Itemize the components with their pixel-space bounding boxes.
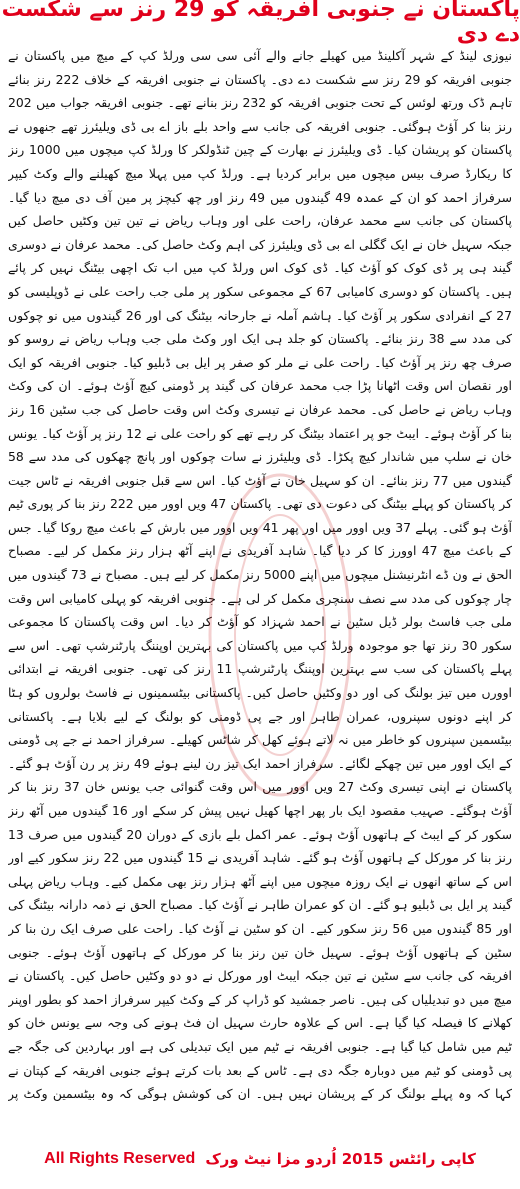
footer — [0, 1146, 520, 1172]
footer-rights-en: All Rights Reserved — [44, 1150, 196, 1167]
article-body — [8, 44, 512, 1106]
footer-copyright-ur: کاپی رائٹس 2015 اُردو مزا نیٹ ورک — [205, 1150, 476, 1168]
headline: پاکستان نے جنوبی افریقہ کو 29 رنز سے شکست دے دی — [1, 0, 520, 47]
article-text: نیوزی لینڈ کے شہر آکلینڈ میں کھیلے جانے والے آئی سی سی ورلڈ کپ کے میچ میں پاکستان نے جنوبی افریقہ کو 29 رنز سے شکست دے دی۔ پاکستان نے جنوبی افریقہ کے خلاف 222 رنز بنائے تاہم ڈک ورتھ لوئس کے تحت جنوبی افریقہ کو 232 رنز بنانے تھے۔ جنوبی افریقہ جواب میں 202 رنز بنا کر آؤٹ ہوگئی۔ جنوبی افریقہ کی جانب سے واحد بلے باز اے بی ڈی ویلیئرز تھے جنھوں نے پاکستان کو پریشان کیا۔ ڈی ویلیئرز نے بھارت کے چین ٹنڈولکر کا ورلڈ کپ میچوں میں 1000 رنز کا ریکارڈ صرف بیس میچوں میں برابر کردیا ہے۔ ورلڈ کپ میں پہلا میچ کھیلنے والے وکٹ کیپر سرفراز احمد کو ان کے عمدہ 49 گیندوں میں 49 رنز اور چھ کیچز پر مین آف دی میچ دیا گیا۔ پاکستان کی جانب سے محمد عرفان، راحت علی اور وہاب ریاض نے تین تین وکٹیں حاصل کیں جبکہ سہیل خان نے ایک گگلی اے بی ڈی ویلیئرز کی اہم وکٹ حاصل کی۔ محمد عرفان نے دوسری گیند ہی پر ڈی کوک کو آؤٹ کیا۔ ڈی کوک اس ورلڈ کپ میں اب تک اچھی بیٹنگ نہیں کر پائے ہیں۔ پاکستان کو دوسری کامیابی 67 کے مجموعی سکور پر ملی جب راحت علی نے ڈوپلیسی کو 27 کے انفرادی سکور پر آؤٹ کیا۔ ہاشم آملہ نے جارحانہ بیٹنگ کی اور 26 گیندوں میں نو چوکوں کی مدد سے 38 رنز بنائے۔ پاکستان کو جلد ہی ایک اور وکٹ ملی جب وہاب ریاض نے روسو کو صرف چھ رنز پر آؤٹ کیا۔ راحت علی نے ملر کو صفر پر ایل بی ڈبلیو کیا۔ جنوبی افریقہ کو ایک اور نقصان اس وقت اٹھانا پڑا جب محمد عرفان کی گیند پر ڈومنی کیچ آؤٹ ہوئے۔ ان کی وکٹ وہاب ریاض نے حاصل کی۔ محمد عرفان نے تیسری وکٹ اس وقت حاصل کی جب سٹین 16 رنز بنا کر آؤٹ ہوئے۔ ایبٹ جو پر اعتماد بیٹنگ کر رہے تھے کو راحت علی نے 12 رنز پر آؤٹ کیا۔ یونس خان نے سلپ میں شاندار کیچ پکڑا۔ ڈی ویلیئرز نے سات چوکوں اور پانچ چھکوں کی مدد سے 58 گیندوں میں 77 رنز بنائے۔ ان کو سہیل خان نے آؤٹ کیا۔ اس سے قبل جنوبی افریقہ نے ٹاس جیت کر پاکستان کو پہلے بیٹنگ کی دعوت دی تھی۔ پاکستان 47 ویں اوور میں 222 رنز بنا کر پوری ٹیم آؤٹ ہو گئی۔ پہلے 37 ویں اوور میں اور پھر 41 ویں اوور میں بارش کے باعث میچ روکا گیا۔ جس کے باعث میچ 47 اوورز کا کر دیا گیا۔ شاہد آفریدی نے اپنے آٹھ ہزار رنز مکمل کر لیے۔ مصباح الحق نے ون ڈے انٹرنیشنل میچوں میں اپنے 5000 رنز مکمل کر لیے ہیں۔ مصباح نے 73 گیندوں میں چار چوکوں کی مدد سے نصف سنچری مکمل کر لی ہے۔ جنوبی افریقہ کو پہلی کامیابی اس وقت ملی جب فاسٹ بولر ڈیل سٹین نے احمد شہزاد کو آؤٹ کر دیا۔ اس وقت پاکستان کا مجموعی سکور 30 رنز تھا جو موجودہ ورلڈ کپ میں پاکستان کی بہترین اوپننگ پارٹنرشپ تھی۔ اس سے پہلے پاکستان کی سب سے بہترین اوپننگ پارٹنرشپ 11 رنز کی تھی۔ جنوبی افریقہ نے ابتدائی اوورں میں تیز بولنگ کی اور دو وکٹیں حاصل کیں۔ پاکستانی بیٹسمینوں نے فاسٹ بولروں کو ہٹا کر اپنے دونوں سپنروں، عمران طاہر اور جے پی ڈومنی کو بولنگ کے لیے بلایا ہے۔ پاکستانی بیٹسمین سپنروں کو خاطر میں نہ لاتے ہوئے کھل کر شاٹس کھیلے۔ سرفراز احمد نے جے پی ڈومنی کے ایک اوور میں تین چھکے لگائے۔ سرفراز احمد ایک تیز رن لینے ہوئے 49 رنز پر رن آؤٹ ہو گئے۔ پاکستان نے اپنی تیسری وکٹ 27 ویں اوور میں اس وقت گنوائی جب یونس خان 37 رنز بنا کر آؤٹ ہوگئے۔ صہیب مقصود ایک بار پھر اچھا کھیل نہیں پیش کر سکے اور 16 گیندوں میں آٹھ رنز سکور کر کے ایبٹ کے ہاتھوں آؤٹ ہوئے۔ عمر اکمل بلے بازی کے دوران 20 گیندوں میں صرف 13 رنز بنا کر مورکل کے ہاتھوں آؤٹ ہو گئے۔ شاہد آفریدی نے 15 گیندوں میں 22 رنز سکور کیے اور اس کے ساتھ انھوں نے ایک روزہ میچوں میں اپنے آٹھ ہزار رنز بھی مکمل کیے۔ وہاب ریاض پہلی گیند پر ایل بی ڈبلیو ہو گئے۔ ان کو عمران طاہر نے آؤٹ کیا۔ مصباح الحق نے ذمہ دارانہ بیٹنگ کی اور 85 گیندوں میں 56 رنز سکور کیے۔ ان کو سٹین نے آؤٹ کیا۔ راحت علی صرف ایک رن بنا کر سٹین کے ہاتھوں آؤٹ ہوئے۔ سہیل خان تین رنز بنا کر مورکل کے ہاتھوں آؤٹ ہوئے۔ جنوبی افریقہ کی جانب سے سٹین نے تین جبکہ ایبٹ اور مورکل نے دو دو وکٹیں حاصل کیں۔ پاکستان نے میچ میں دو تبدیلیاں کی ہیں۔ ناصر جمشید کو ڈراپ کر کے وکٹ کیپر سرفراز احمد کو بطور اوپنر کھلانے کا فیصلہ کیا گیا ہے۔ اس کے علاوہ حارث سہیل ان فٹ ہونے کی وجہ سے یونس خان کو ٹیم میں شامل کیا گیا ہے۔ جنوبی افریقہ نے ٹیم میں ایک تبدیلی کی ہے اور بہاردین کی جگہ جے پی ڈومنی کو ٹیم میں دوبارہ جگہ دی ہے۔ ٹاس کے بعد بات کرتے ہوئے جنوبی افریقہ کے کپتان نے کہا کہ وہ پہلے بولنگ کر کے پریشان نہیں ہیں۔ ان کی کوشش ہوگی کہ وہ بیٹسمین وکٹ پر — [8, 48, 512, 1102]
